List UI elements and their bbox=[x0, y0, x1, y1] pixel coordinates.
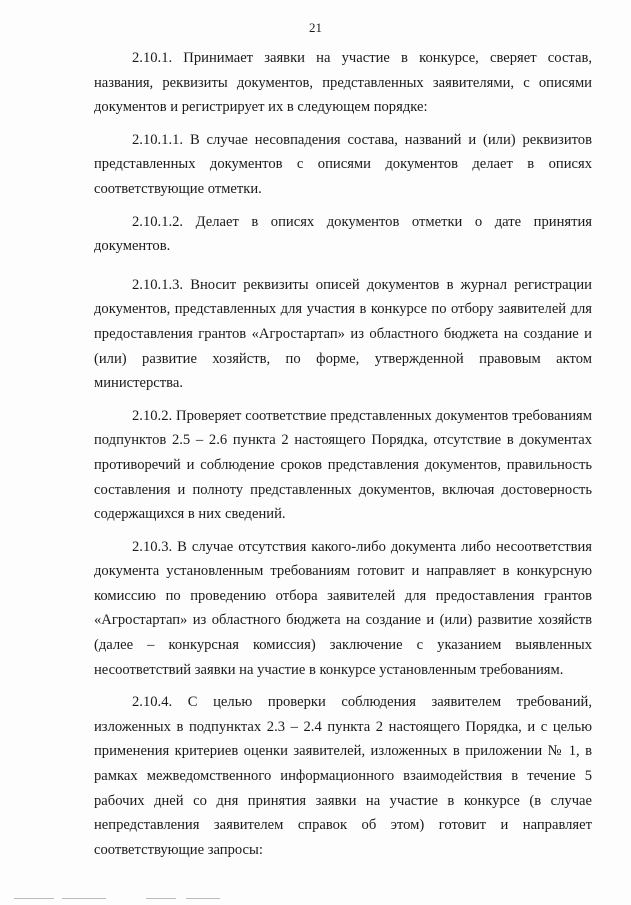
scan-mark bbox=[14, 898, 54, 899]
scan-mark bbox=[186, 898, 220, 899]
paragraph-2-10-1: 2.10.1. Принимает заявки на участие в конкурсе, сверяет состав, названия, реквизиты документов, представленных заявителями, с описями документов и регистрирует их в следующем порядке: bbox=[94, 50, 592, 116]
scan-mark bbox=[146, 898, 176, 899]
paragraph-2-10-4: 2.10.4. С целью проверки соблюдения заявителем требований, изложенных в подпунктах 2.3 – 2.4 пункта 2 настоящего Порядка, и с целью применения критериев оценки заявителей, изложенных в приложении № 1, в рамках межведомственного информационного взаимодействия в течение 5 рабочих дней со дня принятия заявки на участие в конкурсе (в случае непредставления заявителем справок об этом) готовит и направляет соответствующие запросы: bbox=[94, 694, 592, 858]
document-body bbox=[94, 46, 592, 870]
scan-artifact-marks bbox=[0, 889, 631, 899]
page-number: 21 bbox=[309, 20, 322, 35]
paragraph-2-10-1-1: 2.10.1.1. В случае несовпадения состава, названий и (или) реквизитов представленных документов с описями документов делает в описях соответствующие отметки. bbox=[94, 131, 592, 197]
paragraph-2-10-1-2: 2.10.1.2. Делает в описях документов отметки о дате принятия документов. bbox=[94, 213, 592, 255]
paragraph-2-10-3: 2.10.3. В случае отсутствия какого-либо документа либо несоответствия документа установленным требованиям готовит и направляет в конкурсную комиссию по проведению отбора заявителей для предоставления грантов «Агростартап» из областного бюджета на создание и (или) развитие хозяйств (далее – конкурсная комиссия) заключение с указанием выявленных несоответствий заявки на участие в конкурсе установленным требованиям. bbox=[94, 538, 592, 678]
paragraph-2-10-1-3: 2.10.1.3. Вносит реквизиты описей документов в журнал регистрации документов, представленных для участия в конкурсе по отбору заявителей для предоставления грантов «Агростартап» из областного бюджета на создание и (или) развитие хозяйств, по форме, утвержденной правовым актом министерства. bbox=[94, 276, 592, 392]
scan-mark bbox=[62, 898, 106, 899]
paragraph-2-10-2: 2.10.2. Проверяет соответствие представленных документов требованиям подпунктов 2.5 – 2.6 пункта 2 настоящего Порядка, отсутствие в документах противоречий и соблюдение сроков представления документов, правильность составления и полноту представленных документов, включая достоверность содержащихся в них сведений. bbox=[94, 407, 592, 523]
